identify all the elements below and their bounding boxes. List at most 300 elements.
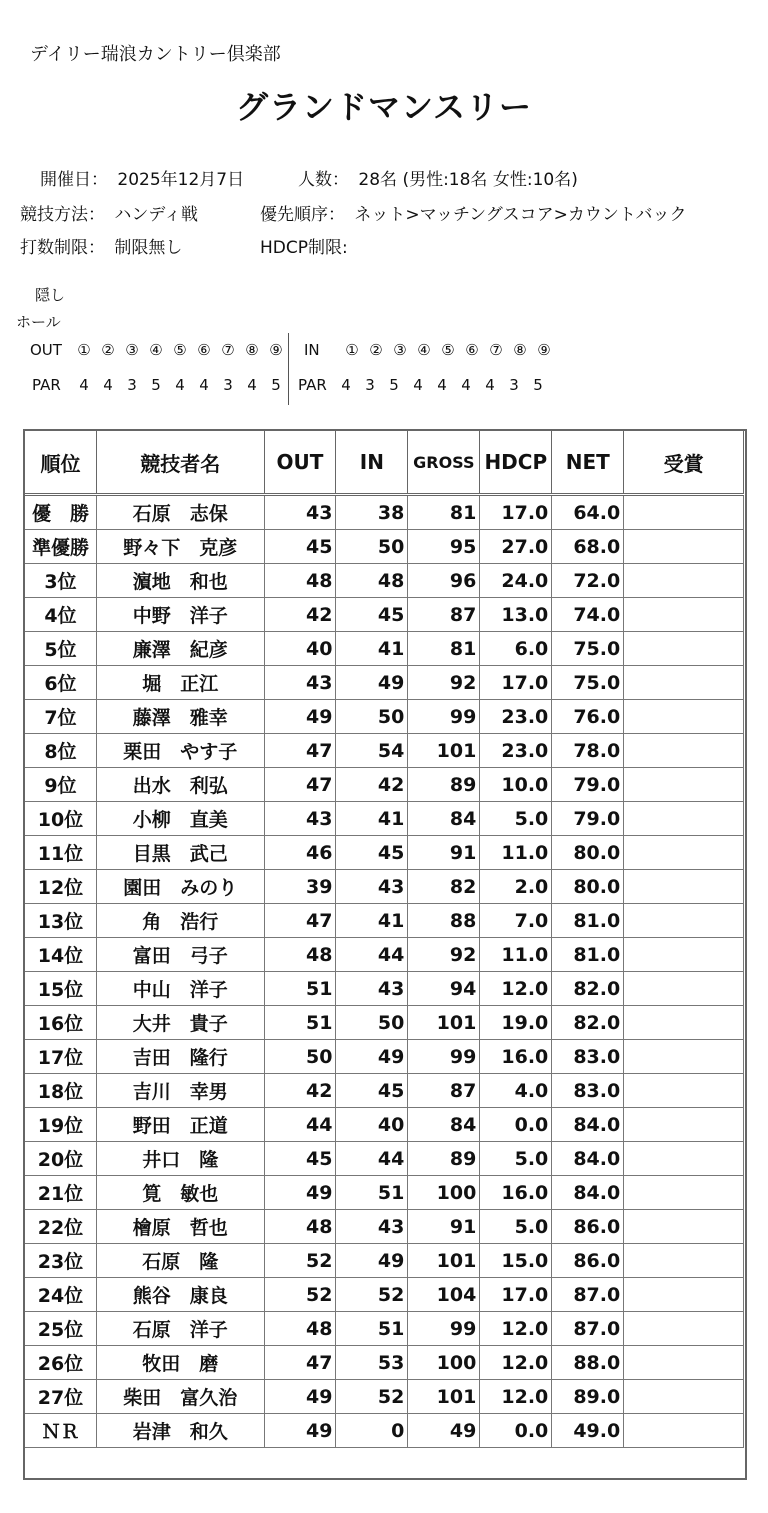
player-name-cell: 堀 正江 — [96, 666, 264, 700]
rank-cell: 11位 — [25, 836, 97, 870]
gross-cell: 82 — [408, 870, 480, 904]
player-name-cell: 井口 隆 — [96, 1142, 264, 1176]
rank-cell: 優 勝 — [25, 495, 97, 530]
in-hole-mark: ⑤ — [441, 341, 455, 359]
hdcp-cell: 16.0 — [480, 1176, 552, 1210]
out-score-cell: 44 — [264, 1108, 336, 1142]
award-cell — [624, 700, 744, 734]
in-hole-mark: ⑨ — [537, 341, 551, 359]
in-score-cell: 45 — [336, 1074, 408, 1108]
col-header-name: 競技者名 — [96, 431, 264, 495]
hdcp-cell: 15.0 — [480, 1244, 552, 1278]
in-score-cell: 52 — [336, 1380, 408, 1414]
in-score-cell: 50 — [336, 1006, 408, 1040]
net-cell: 64.0 — [552, 495, 624, 530]
in-score-cell: 51 — [336, 1312, 408, 1346]
table-row — [25, 1176, 744, 1210]
in-score-cell: 43 — [336, 972, 408, 1006]
date-label: 開催日： — [40, 170, 108, 190]
hdcp-cell: 4.0 — [480, 1074, 552, 1108]
rank-cell: 14位 — [25, 938, 97, 972]
player-name-cell: 石原 洋子 — [96, 1312, 264, 1346]
out-par-value: 4 — [199, 376, 209, 394]
in-hole-mark: ③ — [393, 341, 407, 359]
player-name-cell: 藤澤 雅幸 — [96, 700, 264, 734]
player-name-cell: 栗田 やす子 — [96, 734, 264, 768]
in-score-cell: 42 — [336, 768, 408, 802]
in-score-cell: 51 — [336, 1176, 408, 1210]
in-par-value: 4 — [341, 376, 351, 394]
award-cell — [624, 632, 744, 666]
results-body — [25, 495, 744, 1448]
in-score-cell: 49 — [336, 666, 408, 700]
date-info — [40, 165, 244, 190]
people-value: 28名 (男性:18名 女性:10名) — [358, 170, 578, 190]
award-cell — [624, 1108, 744, 1142]
rank-cell: 27位 — [25, 1380, 97, 1414]
hidden-label: 隠し — [35, 286, 66, 304]
gross-cell: 92 — [408, 666, 480, 700]
col-header-out: OUT — [264, 431, 336, 495]
table-row — [25, 1414, 744, 1448]
in-par-value: 4 — [461, 376, 471, 394]
hole-label: ホール — [16, 313, 61, 331]
hdcp-cell: 17.0 — [480, 495, 552, 530]
table-row — [25, 972, 744, 1006]
gross-cell: 94 — [408, 972, 480, 1006]
out-score-cell: 48 — [264, 938, 336, 972]
hdcp-cell: 5.0 — [480, 802, 552, 836]
table-row — [25, 1210, 744, 1244]
award-cell — [624, 802, 744, 836]
out-label: OUT — [30, 341, 62, 359]
priority-info — [260, 200, 687, 225]
out-score-cell: 47 — [264, 734, 336, 768]
out-score-cell: 47 — [264, 768, 336, 802]
rank-cell: ＮＲ — [25, 1414, 97, 1448]
hdcp-cell: 12.0 — [480, 1346, 552, 1380]
gross-cell: 101 — [408, 1244, 480, 1278]
player-name-cell: 濵地 和也 — [96, 564, 264, 598]
hdcp-cell: 11.0 — [480, 836, 552, 870]
in-par-label: PAR — [298, 376, 327, 394]
table-row — [25, 904, 744, 938]
rank-cell: 準優勝 — [25, 530, 97, 564]
award-cell — [624, 1040, 744, 1074]
col-header-award: 受賞 — [624, 431, 744, 495]
in-score-cell: 43 — [336, 1210, 408, 1244]
net-cell: 79.0 — [552, 768, 624, 802]
player-name-cell: 野田 正道 — [96, 1108, 264, 1142]
out-score-cell: 48 — [264, 1312, 336, 1346]
hdcp-cell: 16.0 — [480, 1040, 552, 1074]
hdcp-limit-label: HDCP制限: — [260, 238, 348, 258]
award-cell — [624, 768, 744, 802]
par-row — [32, 376, 550, 394]
award-cell — [624, 1312, 744, 1346]
out-score-cell: 49 — [264, 700, 336, 734]
player-name-cell: 富田 弓子 — [96, 938, 264, 972]
table-row — [25, 1346, 744, 1380]
out-score-cell: 43 — [264, 495, 336, 530]
hdcp-cell: 12.0 — [480, 1312, 552, 1346]
gross-cell: 95 — [408, 530, 480, 564]
out-score-cell: 47 — [264, 904, 336, 938]
net-cell: 82.0 — [552, 1006, 624, 1040]
hdcp-cell: 12.0 — [480, 1380, 552, 1414]
net-cell: 88.0 — [552, 1346, 624, 1380]
gross-cell: 91 — [408, 836, 480, 870]
table-row — [25, 836, 744, 870]
award-cell — [624, 1142, 744, 1176]
table-row — [25, 1244, 744, 1278]
table-row — [25, 802, 744, 836]
player-name-cell: 吉川 幸男 — [96, 1074, 264, 1108]
out-par-value: 3 — [127, 376, 137, 394]
out-hole-mark: ⑧ — [245, 341, 259, 359]
award-cell — [624, 904, 744, 938]
in-score-cell: 44 — [336, 938, 408, 972]
player-name-cell: 出水 利弘 — [96, 768, 264, 802]
out-hole-mark: ③ — [125, 341, 139, 359]
rank-cell: 6位 — [25, 666, 97, 700]
gross-cell: 87 — [408, 598, 480, 632]
method-info — [20, 200, 198, 225]
table-row — [25, 768, 744, 802]
net-cell: 68.0 — [552, 530, 624, 564]
out-hole-mark: ① — [77, 341, 91, 359]
out-score-cell: 45 — [264, 1142, 336, 1176]
hdcp-cell: 5.0 — [480, 1210, 552, 1244]
table-row — [25, 700, 744, 734]
award-cell — [624, 495, 744, 530]
out-score-cell: 52 — [264, 1244, 336, 1278]
out-score-cell: 50 — [264, 1040, 336, 1074]
net-cell: 83.0 — [552, 1074, 624, 1108]
out-hole-mark: ⑦ — [221, 341, 235, 359]
out-score-cell: 42 — [264, 1074, 336, 1108]
in-score-cell: 53 — [336, 1346, 408, 1380]
net-cell: 83.0 — [552, 1040, 624, 1074]
in-score-cell: 41 — [336, 632, 408, 666]
in-hole-mark: ⑥ — [465, 341, 479, 359]
net-cell: 89.0 — [552, 1380, 624, 1414]
in-score-cell: 50 — [336, 530, 408, 564]
club-name: デイリー瑞浪カントリー倶楽部 — [30, 44, 281, 65]
in-score-cell: 45 — [336, 598, 408, 632]
in-par-value: 3 — [365, 376, 375, 394]
hdcp-cell: 5.0 — [480, 1142, 552, 1176]
net-cell: 76.0 — [552, 700, 624, 734]
table-row — [25, 1040, 744, 1074]
gross-cell: 99 — [408, 700, 480, 734]
out-score-cell: 49 — [264, 1380, 336, 1414]
rank-cell: 25位 — [25, 1312, 97, 1346]
table-row — [25, 598, 744, 632]
table-row — [25, 666, 744, 700]
rank-cell: 5位 — [25, 632, 97, 666]
gross-cell: 84 — [408, 802, 480, 836]
net-cell: 81.0 — [552, 904, 624, 938]
in-score-cell: 41 — [336, 802, 408, 836]
out-par-value: 5 — [271, 376, 281, 394]
gross-cell: 89 — [408, 1142, 480, 1176]
gross-cell: 104 — [408, 1278, 480, 1312]
out-in-divider — [288, 333, 289, 405]
player-name-cell: 角 浩行 — [96, 904, 264, 938]
people-info — [298, 165, 578, 190]
in-par-value: 5 — [389, 376, 399, 394]
gross-cell: 99 — [408, 1040, 480, 1074]
rank-cell: 3位 — [25, 564, 97, 598]
out-par-value: 3 — [223, 376, 233, 394]
net-cell: 87.0 — [552, 1312, 624, 1346]
out-hole-mark: ⑤ — [173, 341, 187, 359]
col-header-rank: 順位 — [25, 431, 97, 495]
in-score-cell: 49 — [336, 1040, 408, 1074]
table-row — [25, 1278, 744, 1312]
award-cell — [624, 598, 744, 632]
rank-cell: 15位 — [25, 972, 97, 1006]
hdcp-cell: 17.0 — [480, 1278, 552, 1312]
rank-cell: 12位 — [25, 870, 97, 904]
award-cell — [624, 734, 744, 768]
out-par-value: 4 — [103, 376, 113, 394]
table-row — [25, 632, 744, 666]
hdcp-cell: 27.0 — [480, 530, 552, 564]
hdcp-cell: 7.0 — [480, 904, 552, 938]
hdcp-cell: 23.0 — [480, 700, 552, 734]
net-cell: 78.0 — [552, 734, 624, 768]
out-score-cell: 51 — [264, 972, 336, 1006]
out-score-cell: 51 — [264, 1006, 336, 1040]
net-cell: 75.0 — [552, 632, 624, 666]
player-name-cell: 園田 みのり — [96, 870, 264, 904]
in-hole-mark: ⑧ — [513, 341, 527, 359]
page-title: グランドマンスリー — [235, 88, 533, 126]
hdcp-cell: 19.0 — [480, 1006, 552, 1040]
gross-cell: 100 — [408, 1176, 480, 1210]
out-score-cell: 43 — [264, 802, 336, 836]
rank-cell: 19位 — [25, 1108, 97, 1142]
out-par-label: PAR — [32, 376, 61, 394]
player-name-cell: 檜原 哲也 — [96, 1210, 264, 1244]
award-cell — [624, 1006, 744, 1040]
in-par-value: 4 — [413, 376, 423, 394]
gross-cell: 100 — [408, 1346, 480, 1380]
rank-cell: 16位 — [25, 1006, 97, 1040]
results-table — [24, 430, 744, 1448]
award-cell — [624, 870, 744, 904]
out-score-cell: 40 — [264, 632, 336, 666]
out-score-cell: 43 — [264, 666, 336, 700]
in-score-cell: 38 — [336, 495, 408, 530]
out-score-cell: 49 — [264, 1176, 336, 1210]
in-score-cell: 49 — [336, 1244, 408, 1278]
in-par-value: 4 — [437, 376, 447, 394]
method-label: 競技方法： — [20, 205, 105, 225]
table-row — [25, 495, 744, 530]
in-score-cell: 45 — [336, 836, 408, 870]
out-par-value: 4 — [175, 376, 185, 394]
net-cell: 84.0 — [552, 1176, 624, 1210]
award-cell — [624, 1074, 744, 1108]
hdcp-cell: 23.0 — [480, 734, 552, 768]
table-row — [25, 1380, 744, 1414]
in-par-value: 3 — [509, 376, 519, 394]
out-score-cell: 52 — [264, 1278, 336, 1312]
gross-cell: 99 — [408, 1312, 480, 1346]
player-name-cell: 野々下 克彦 — [96, 530, 264, 564]
limit-info — [20, 233, 182, 258]
award-cell — [624, 530, 744, 564]
gross-cell: 92 — [408, 938, 480, 972]
award-cell — [624, 564, 744, 598]
hdcp-cell: 2.0 — [480, 870, 552, 904]
award-cell — [624, 938, 744, 972]
table-row — [25, 734, 744, 768]
gross-cell: 84 — [408, 1108, 480, 1142]
hdcp-cell: 12.0 — [480, 972, 552, 1006]
in-score-cell: 0 — [336, 1414, 408, 1448]
hdcp-cell: 24.0 — [480, 564, 552, 598]
out-hole-mark: ④ — [149, 341, 163, 359]
rank-cell: 10位 — [25, 802, 97, 836]
in-score-cell: 40 — [336, 1108, 408, 1142]
date-value: 2025年12月7日 — [117, 170, 245, 190]
rank-cell: 13位 — [25, 904, 97, 938]
net-cell: 86.0 — [552, 1244, 624, 1278]
award-cell — [624, 972, 744, 1006]
net-cell: 72.0 — [552, 564, 624, 598]
net-cell: 87.0 — [552, 1278, 624, 1312]
out-hole-mark: ⑥ — [197, 341, 211, 359]
rank-cell: 26位 — [25, 1346, 97, 1380]
player-name-cell: 熊谷 康良 — [96, 1278, 264, 1312]
player-name-cell: 石原 志保 — [96, 495, 264, 530]
out-score-cell: 45 — [264, 530, 336, 564]
in-score-cell: 41 — [336, 904, 408, 938]
out-hole-mark: ② — [101, 341, 115, 359]
out-score-cell: 48 — [264, 564, 336, 598]
gross-cell: 91 — [408, 1210, 480, 1244]
net-cell: 74.0 — [552, 598, 624, 632]
in-score-cell: 44 — [336, 1142, 408, 1176]
table-row — [25, 564, 744, 598]
out-score-cell: 42 — [264, 598, 336, 632]
limit-value: 制限無し — [114, 238, 183, 258]
out-par-value: 5 — [151, 376, 161, 394]
rank-cell: 17位 — [25, 1040, 97, 1074]
table-row — [25, 1108, 744, 1142]
col-header-gross: GROSS — [408, 431, 480, 495]
hidden-holes-row — [30, 341, 556, 359]
limit-label: 打数制限： — [20, 238, 105, 258]
net-cell: 80.0 — [552, 836, 624, 870]
award-cell — [624, 666, 744, 700]
award-cell — [624, 1278, 744, 1312]
player-name-cell: 岩津 和久 — [96, 1414, 264, 1448]
method-value: ハンディ戦 — [114, 205, 199, 225]
rank-cell: 18位 — [25, 1074, 97, 1108]
award-cell — [624, 1380, 744, 1414]
gross-cell: 49 — [408, 1414, 480, 1448]
priority-value: ネット>マッチングスコア>カウントバック — [354, 205, 687, 225]
net-cell: 79.0 — [552, 802, 624, 836]
rank-cell: 23位 — [25, 1244, 97, 1278]
gross-cell: 101 — [408, 1380, 480, 1414]
rank-cell: 4位 — [25, 598, 97, 632]
net-cell: 81.0 — [552, 938, 624, 972]
table-row — [25, 870, 744, 904]
hdcp-cell: 0.0 — [480, 1414, 552, 1448]
people-label: 人数： — [298, 170, 349, 190]
out-score-cell: 48 — [264, 1210, 336, 1244]
net-cell: 82.0 — [552, 972, 624, 1006]
hdcp-cell: 11.0 — [480, 938, 552, 972]
in-hole-mark: ④ — [417, 341, 431, 359]
gross-cell: 81 — [408, 495, 480, 530]
in-score-cell: 48 — [336, 564, 408, 598]
hdcp-cell: 6.0 — [480, 632, 552, 666]
in-score-cell: 50 — [336, 700, 408, 734]
rank-cell: 9位 — [25, 768, 97, 802]
out-score-cell: 46 — [264, 836, 336, 870]
net-cell: 75.0 — [552, 666, 624, 700]
table-row — [25, 530, 744, 564]
in-label: IN — [304, 341, 320, 359]
player-name-cell: 中野 洋子 — [96, 598, 264, 632]
player-name-cell: 目黒 武己 — [96, 836, 264, 870]
player-name-cell: 吉田 隆行 — [96, 1040, 264, 1074]
in-hole-mark: ① — [345, 341, 359, 359]
hdcp-cell: 0.0 — [480, 1108, 552, 1142]
award-cell — [624, 1346, 744, 1380]
in-par-value: 4 — [485, 376, 495, 394]
award-cell — [624, 1244, 744, 1278]
in-hole-mark: ② — [369, 341, 383, 359]
out-hole-mark: ⑨ — [269, 341, 283, 359]
out-par-value: 4 — [79, 376, 89, 394]
rank-cell: 7位 — [25, 700, 97, 734]
in-score-cell: 43 — [336, 870, 408, 904]
gross-cell: 96 — [408, 564, 480, 598]
player-name-cell: 筧 敏也 — [96, 1176, 264, 1210]
in-par-value: 5 — [533, 376, 543, 394]
rank-cell: 20位 — [25, 1142, 97, 1176]
table-row — [25, 1312, 744, 1346]
rank-cell: 8位 — [25, 734, 97, 768]
table-row — [25, 1074, 744, 1108]
rank-cell: 24位 — [25, 1278, 97, 1312]
gross-cell: 87 — [408, 1074, 480, 1108]
priority-label: 優先順序： — [260, 205, 345, 225]
out-score-cell: 39 — [264, 870, 336, 904]
player-name-cell: 中山 洋子 — [96, 972, 264, 1006]
award-cell — [624, 1210, 744, 1244]
gross-cell: 88 — [408, 904, 480, 938]
player-name-cell: 牧田 磨 — [96, 1346, 264, 1380]
gross-cell: 89 — [408, 768, 480, 802]
gross-cell: 81 — [408, 632, 480, 666]
player-name-cell: 大井 貴子 — [96, 1006, 264, 1040]
out-score-cell: 47 — [264, 1346, 336, 1380]
table-header-row — [25, 431, 744, 495]
col-header-hdcp: HDCP — [480, 431, 552, 495]
award-cell — [624, 1414, 744, 1448]
net-cell: 84.0 — [552, 1108, 624, 1142]
hdcp-cell: 17.0 — [480, 666, 552, 700]
